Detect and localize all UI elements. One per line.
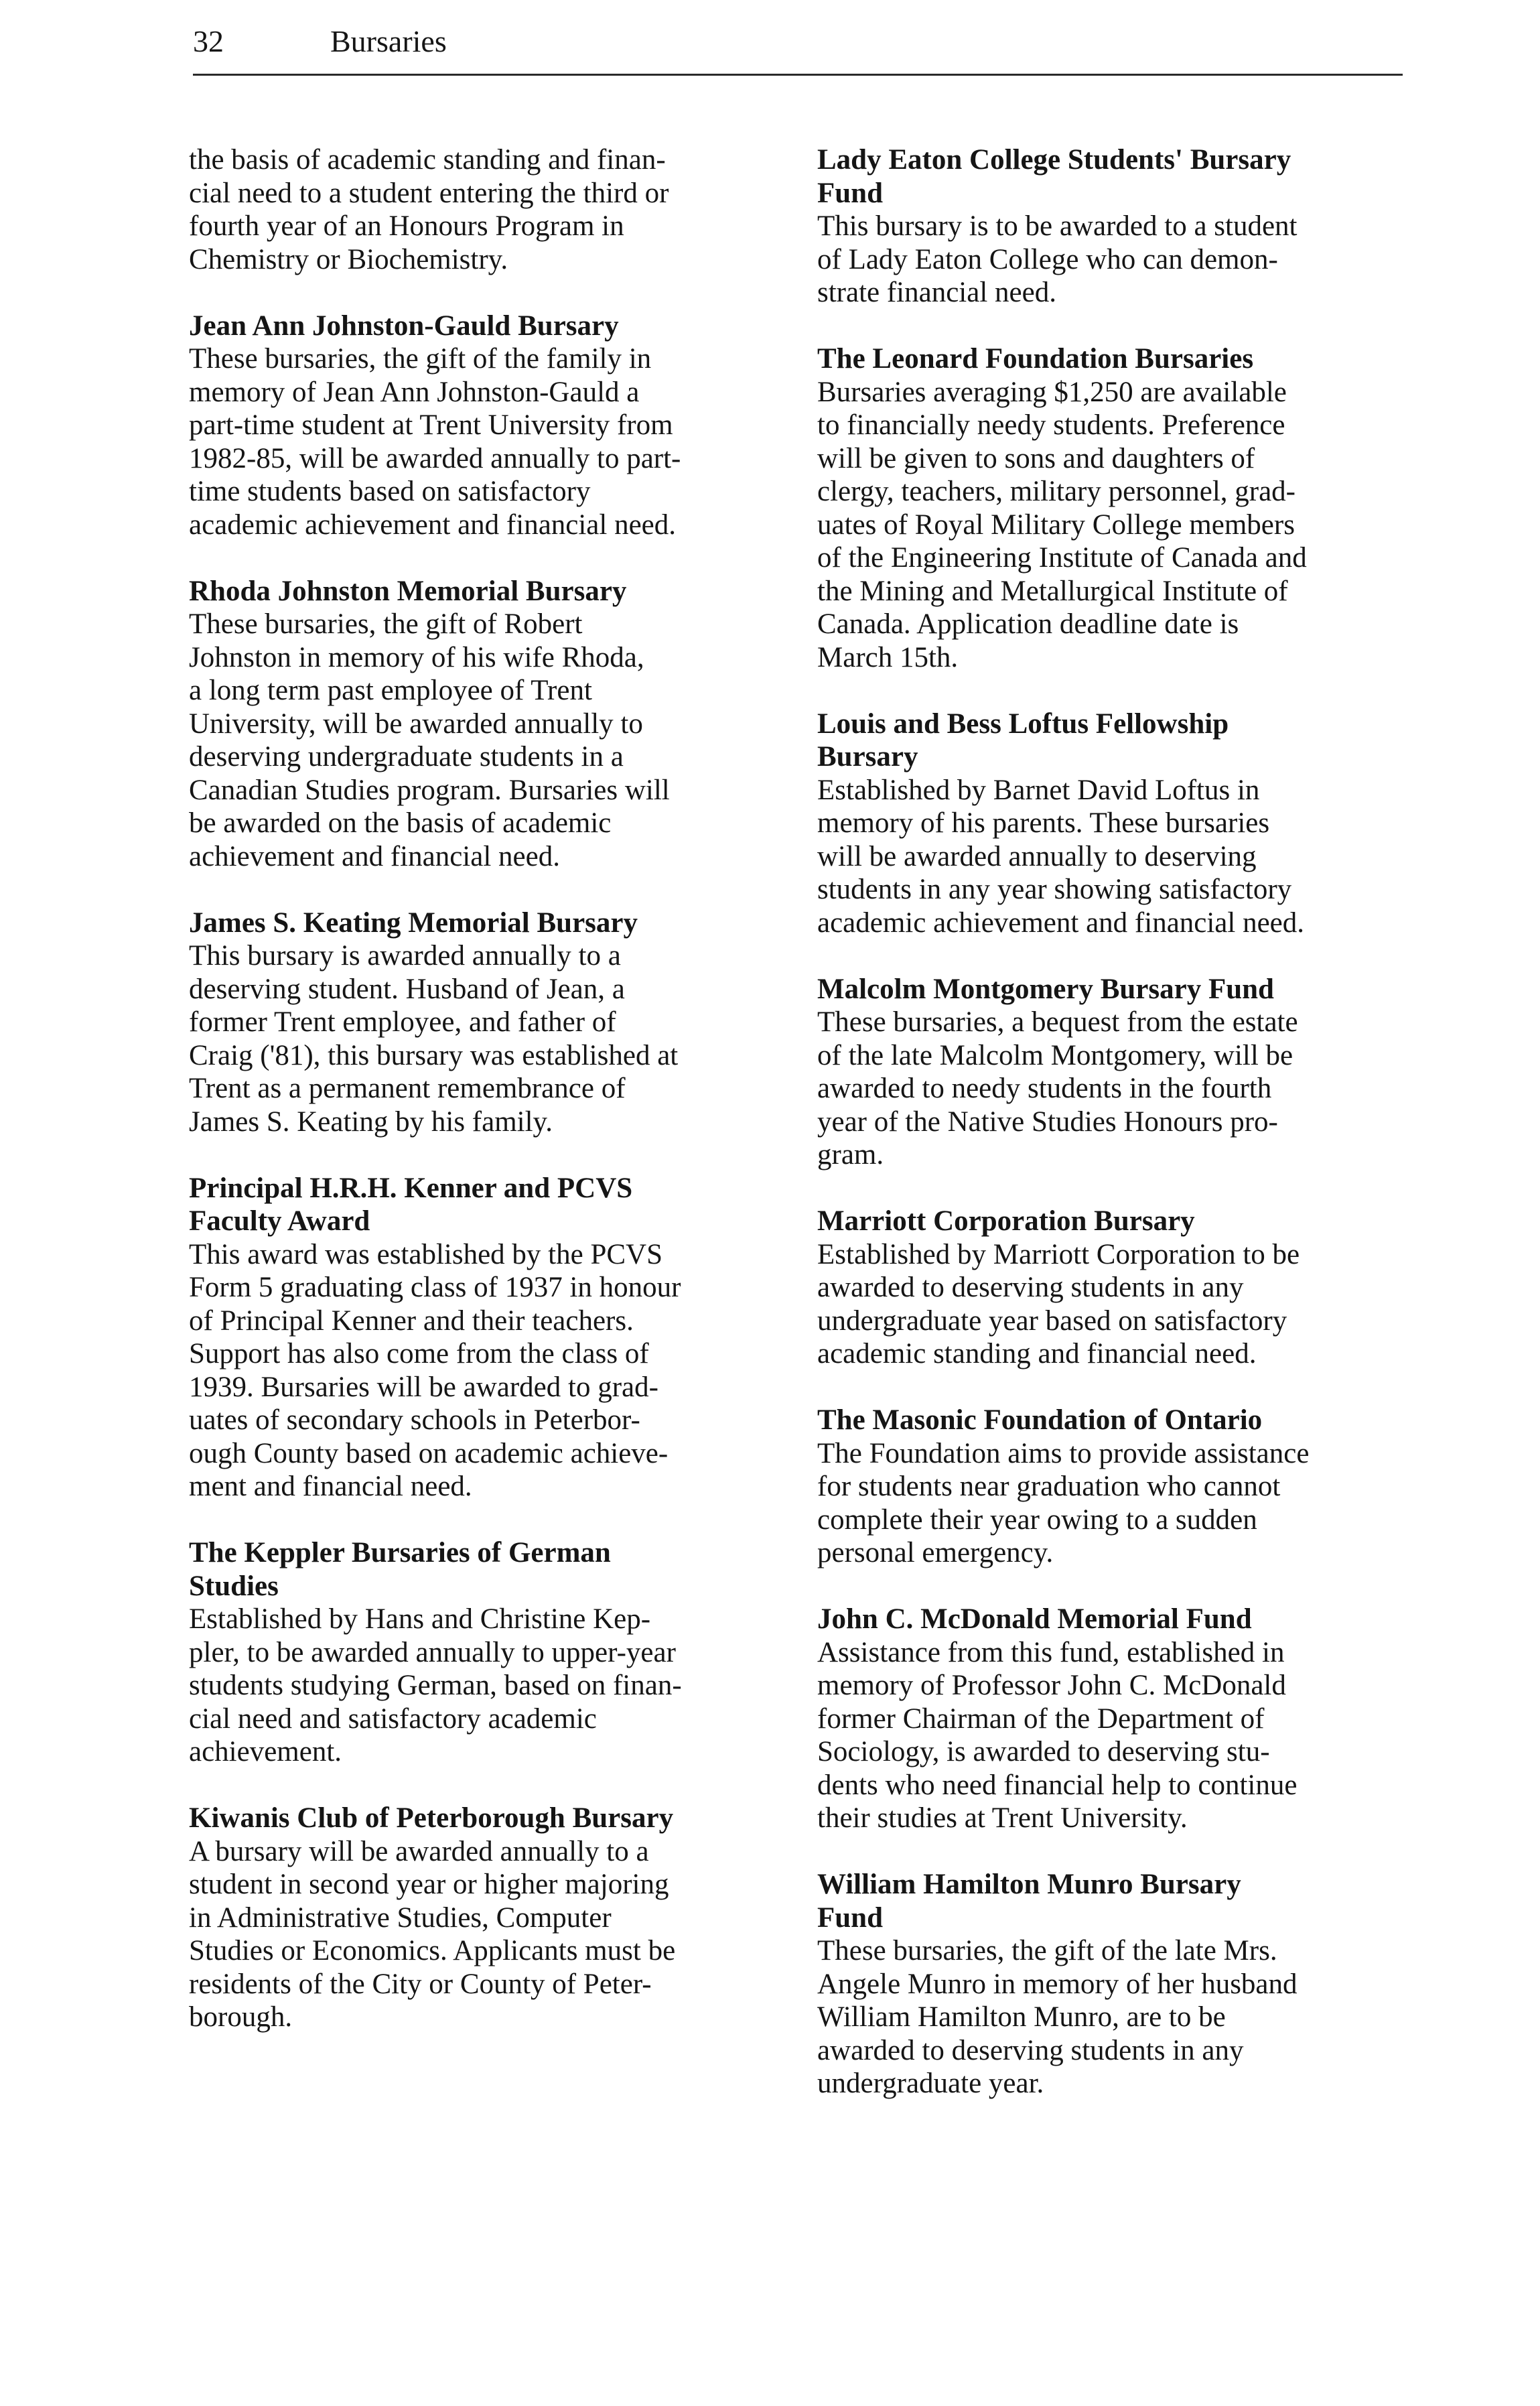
entry-body: These bursaries, the gift of the late Mrs. Angele Munro in memory of her husband William Hamilton Munro, are to be awarded to deserving students in any undergraduate year. [817, 1935, 1298, 2099]
entry-body: The Foundation aims to provide assistance for students near graduation who cannot complete their year owing to a sudden personal emergency. [817, 1437, 1310, 1568]
entry-title: The Masonic Foundation of Ontario [817, 1404, 1263, 1436]
entry-title: James S. Keating Memorial Bursary [189, 907, 638, 939]
continued-paragraph: the basis of academic standing and finan- cial need to a student entering the third or fourth year of an Honours Program in Chemistry or Biochemistry. [189, 144, 669, 275]
entry-body: These bursaries, a bequest from the estate of the late Malcolm Montgomery, will be awarded to needy students in the fourth year of the Native Studies Honours pro- gram. [817, 1006, 1298, 1171]
entry-title: Malcolm Montgomery Bursary Fund [817, 973, 1274, 1005]
bursary-entry-munro [817, 1868, 1407, 2100]
entry-body: Bursaries averaging $1,250 are available to financially needy students. Preference will be given to sons and daughters of clergy, teachers, military personnel, grad- uates of Royal Military College members of the Engineering Institute of Canada and the Mining and Metallurgical Institute of Canada. Application deadline date is March 15th. [817, 376, 1307, 673]
bursary-entry-marriott [817, 1205, 1407, 1371]
entry-title: Kiwanis Club of Peterborough Bursary [189, 1802, 674, 1834]
entry-body: This bursary is to be awarded to a student of Lady Eaton College who can demon- strate financial need. [817, 210, 1298, 308]
entry-body: Established by Hans and Christine Kep- pler, to be awarded annually to upper-year students studying German, based on finan- cial need and satisfactory academic achievement. [189, 1603, 682, 1767]
entry-body: Assistance from this fund, established in memory of Professor John C. McDonald former Chairman of the Department of Sociology, is awarded to deserving stu- dents who need financial help to continue their studies at Trent University. [817, 1636, 1298, 1834]
entry-title: Louis and Bess Loftus Fellowship Bursary [817, 708, 1229, 773]
entry-body: This bursary is awarded annually to a deserving student. Husband of Jean, a former Trent employee, and father of Craig ('81), this bursary was established at Trent as a permanent remembrance of James S. Keating by his family. [189, 940, 679, 1138]
bursary-entry-johnston-gauld [189, 310, 778, 542]
bursary-entry-mcdonald [817, 1603, 1407, 1835]
bursary-entry-kiwanis [189, 1802, 778, 2034]
page-number: 32 [193, 24, 224, 58]
entry-title: William Hamilton Munro Bursary Fund [817, 1869, 1241, 1934]
bursary-entry-lady-eaton [817, 143, 1407, 310]
bursary-entry-leonard [817, 342, 1407, 674]
bursary-entry-montgomery [817, 973, 1407, 1172]
bursary-entry-loftus [817, 708, 1407, 940]
entry-body: Established by Barnet David Loftus in memory of his parents. These bursaries will be awarded annually to deserving students in any year showing satisfactory academic achievement and financial need. [817, 774, 1305, 939]
entry-body: These bursaries, the gift of the family in memory of Jean Ann Johnston-Gauld a part-time student at Trent University from 1982-85, will be awarded annually to part- time students based on satisfactory academic achievement and financial need. [189, 343, 681, 541]
entry-title: The Keppler Bursaries of German Studies [189, 1537, 611, 1602]
bursary-entry-keppler [189, 1536, 778, 1769]
bursary-entry-masonic [817, 1404, 1407, 1570]
page-header [193, 9, 1403, 76]
entry-body: These bursaries, the gift of Robert Johnston in memory of his wife Rhoda, a long term past employee of Trent University, will be awarded annually to deserving undergraduate students in a Canadian Studies program. Bursaries will be awarded on the basis of academic achievement and financial need. [189, 608, 670, 872]
bursary-entry-keating [189, 907, 778, 1139]
bursary-entry-rhoda-johnston [189, 575, 778, 874]
entry-body: This award was established by the PCVS Form 5 graduating class of 1937 in honour of Principal Kenner and their teachers. Support has also come from the class of 1939. Bursaries will be awarded to grad- uates of secondary schools in Peterbor- ough County based on academic achieve- ment and financial need. [189, 1238, 681, 1502]
right-column [817, 143, 1407, 2133]
entry-title: Principal H.R.H. Kenner and PCVS Faculty Award [189, 1172, 633, 1237]
bursary-entry-kenner-pcvs [189, 1172, 778, 1503]
entry-title: Jean Ann Johnston-Gauld Bursary [189, 310, 619, 342]
entry-title: The Leonard Foundation Bursaries [817, 343, 1254, 375]
entry-body: Established by Marriott Corporation to be awarded to deserving students in any undergraduate year based on satisfactory academic standing and financial need. [817, 1238, 1300, 1369]
entry-title: Lady Eaton College Students' Bursary Fund [817, 144, 1291, 209]
left-column [189, 143, 778, 2067]
running-head: Bursaries [330, 24, 447, 58]
entry-title: John C. McDonald Memorial Fund [817, 1603, 1252, 1635]
entry-title: Marriott Corporation Bursary [817, 1205, 1195, 1237]
entry-body: A bursary will be awarded annually to a student in second year or higher majoring in Administrative Studies, Computer Studies or Economics. Applicants must be residents of the City or County of Peter- borough. [189, 1835, 676, 2033]
entry-title: Rhoda Johnston Memorial Bursary [189, 575, 627, 607]
